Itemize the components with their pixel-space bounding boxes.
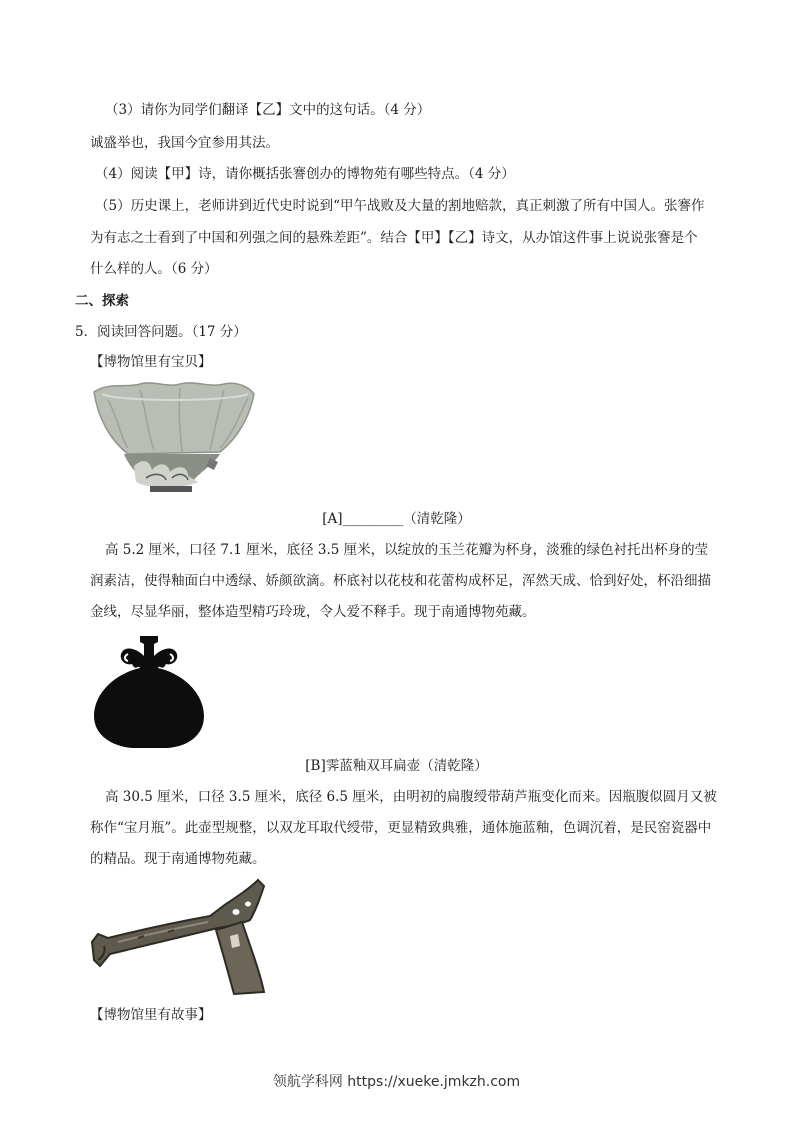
caption-a: [A]_________（清乾隆） bbox=[322, 511, 471, 527]
question-4: （4）阅读【甲】诗，请你概括张謇创办的博物苑有哪些特点。（4 分） bbox=[95, 166, 515, 182]
moon-flask-image bbox=[88, 634, 212, 750]
description-a-line-2: 润素洁，使得釉面白中透绿、娇颜欲滴。杯底衬以花枝和花蕾构成杯足，浑然天成、恰到好处，杯沿细描 bbox=[90, 573, 711, 589]
description-b-line-2: 称作“宝月瓶”。此壶型规整，以双龙耳取代绶带，更显精致典雅，通体施蓝釉，色调沉着，是民窑瓷器中 bbox=[90, 820, 712, 836]
footer-watermark: 领航学科网 https://xueke.jmkzh.com bbox=[272, 1074, 521, 1090]
question-3: （3）请你为同学们翻译【乙】文中的这句话。（4 分） bbox=[105, 102, 431, 118]
description-b-line-3: 的精品。现于南通博物苑藏。 bbox=[90, 851, 266, 867]
caption-b: [B]霁蓝釉双耳扁壶（清乾隆） bbox=[305, 758, 488, 774]
question-5-line-1: （5）历史课上，老师讲到近代史时说到“甲午战败及大量的割地赔款，真正刺激了所有中国人。张謇作 bbox=[95, 198, 705, 214]
treasure-heading: 【博物馆里有宝贝】 bbox=[90, 354, 212, 370]
bronze-artifact-image bbox=[88, 876, 274, 1000]
description-b-line-1: 高 30.5 厘米，口径 3.5 厘米，底径 6.5 厘米，由明初的扁腹绶带葫芦瓶变化而来。因瓶腹似圆月又被 bbox=[105, 789, 717, 805]
task-5: 5．阅读回答问题。（17 分） bbox=[75, 324, 247, 340]
section-heading: 二、探索 bbox=[75, 293, 129, 309]
question-3-quote: 诚盛举也，我国今宜参用其法。 bbox=[90, 135, 279, 151]
story-heading: 【博物馆里有故事】 bbox=[90, 1007, 212, 1023]
description-a-line-3: 金线，尽显华丽，整体造型精巧玲珑，令人爱不释手。现于南通博物苑藏。 bbox=[90, 604, 536, 620]
question-5-line-3: 什么样的人。（6 分） bbox=[90, 261, 218, 277]
lotus-cup-image bbox=[88, 378, 258, 496]
question-5-line-2: 为有志之士看到了中国和列强之间的悬殊差距”。结合【甲】【乙】诗文，从办馆这件事上说说张謇是个 bbox=[90, 230, 698, 246]
description-a-line-1: 高 5.2 厘米，口径 7.1 厘米，底径 3.5 厘米，以绽放的玉兰花瓣为杯身，淡雅的绿色衬托出杯身的莹 bbox=[105, 542, 709, 558]
